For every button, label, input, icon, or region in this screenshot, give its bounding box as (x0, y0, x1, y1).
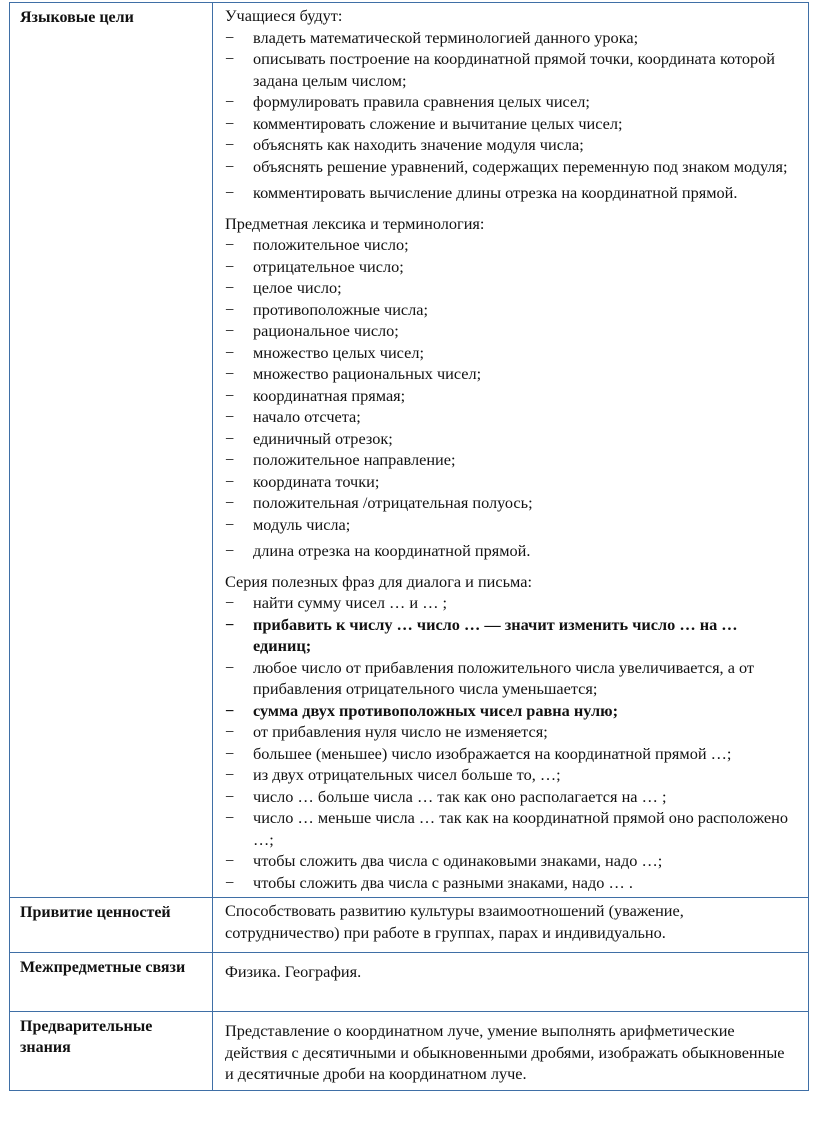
phrases-intro: Серия полезных фраз для диалога и письма: (225, 571, 532, 591)
list-item: − число … меньше числа … так как на координатной прямой оно расположено …; (225, 807, 796, 850)
list-item: − из двух отрицательных чисел больше то, …; (225, 764, 796, 786)
vocab-intro: Предметная лексика и терминология: (225, 213, 485, 233)
list-item: − комментировать сложение и вычитание целых чисел; (225, 113, 796, 135)
list-item: − множество целых чисел; (225, 342, 796, 364)
prior-knowledge-text: Представление о координатном луче, умение выполнять арифметические действия с десятичными и обыкновенными дробями, изображать обыкновенные и десятичные дроби на координатном луче. (225, 1021, 785, 1083)
list-item: − рациональное число; (225, 320, 796, 342)
list-item: − формулировать правила сравнения целых чисел; (225, 91, 796, 113)
students-list (225, 27, 796, 204)
row-values (10, 898, 809, 953)
lesson-plan-table (9, 2, 809, 1091)
list-item: − положительная /отрицательная полуось; (225, 492, 796, 514)
list-item: − чтобы сложить два числа с разными знаками, надо … . (225, 872, 796, 894)
list-item: − владеть математической терминологией данного урока; (225, 27, 796, 49)
list-item: − модуль числа; (225, 514, 796, 536)
list-item: − большее (меньшее) число изображается на координатной прямой …; (225, 743, 796, 765)
list-item: − множество рациональных чисел; (225, 363, 796, 385)
list-item: − противоположные числа; (225, 299, 796, 321)
list-item: − длина отрезка на координатной прямой. (225, 540, 796, 562)
content-language-goals (213, 3, 809, 898)
label-values: Привитие ценностей (10, 898, 213, 953)
list-item: − число … больше числа … так как оно располагается на … ; (225, 786, 796, 808)
list-item: − положительное число; (225, 234, 796, 256)
row-language-goals (10, 3, 809, 898)
vocab-list (225, 234, 796, 562)
row-prior-knowledge (10, 1012, 809, 1091)
list-item: − начало отсчета; (225, 406, 796, 428)
list-item: − отрицательное число; (225, 256, 796, 278)
list-item: − прибавить к числу … число … — значит изменить число … на … единиц; (225, 614, 796, 657)
list-item: − описывать построение на координатной прямой точки, координата которой задана целым числом; (225, 48, 796, 91)
content-prior-knowledge (213, 1012, 809, 1091)
values-text: Способствовать развитию культуры взаимоотношений (уважение, сотрудничество) при работе в группах, парах и индивидуально. (225, 901, 684, 942)
row-interdisciplinary (10, 953, 809, 1012)
students-intro: Учащиеся будут: (225, 6, 343, 25)
list-item: − объяснять решение уравнений, содержащих переменную под знаком модуля; (225, 156, 796, 178)
content-values (213, 898, 809, 953)
list-item: − сумма двух противоположных чисел равна нулю; (225, 700, 796, 722)
list-item: − комментировать вычисление длины отрезка на координатной прямой. (225, 182, 796, 204)
phrases-list (225, 592, 796, 893)
list-item: − от прибавления нуля число не изменяется; (225, 721, 796, 743)
label-language-goals: Языковые цели (10, 3, 213, 898)
list-item: − чтобы сложить два числа с одинаковыми знаками, надо …; (225, 850, 796, 872)
list-item: − координатная прямая; (225, 385, 796, 407)
interdisciplinary-text: Физика. География. (225, 962, 362, 981)
content-interdisciplinary (213, 953, 809, 1012)
label-prior-knowledge: Предварительные знания (10, 1012, 213, 1091)
label-interdisciplinary: Межпредметные связи (10, 953, 213, 1012)
list-item: − любое число от прибавления положительного числа увеличивается, а от прибавления отрицательного числа уменьшается; (225, 657, 796, 700)
list-item: − координата точки; (225, 471, 796, 493)
list-item: − целое число; (225, 277, 796, 299)
list-item: − единичный отрезок; (225, 428, 796, 450)
list-item: − найти сумму чисел … и … ; (225, 592, 796, 614)
list-item: − объяснять как находить значение модуля числа; (225, 134, 796, 156)
list-item: − положительное направление; (225, 449, 796, 471)
